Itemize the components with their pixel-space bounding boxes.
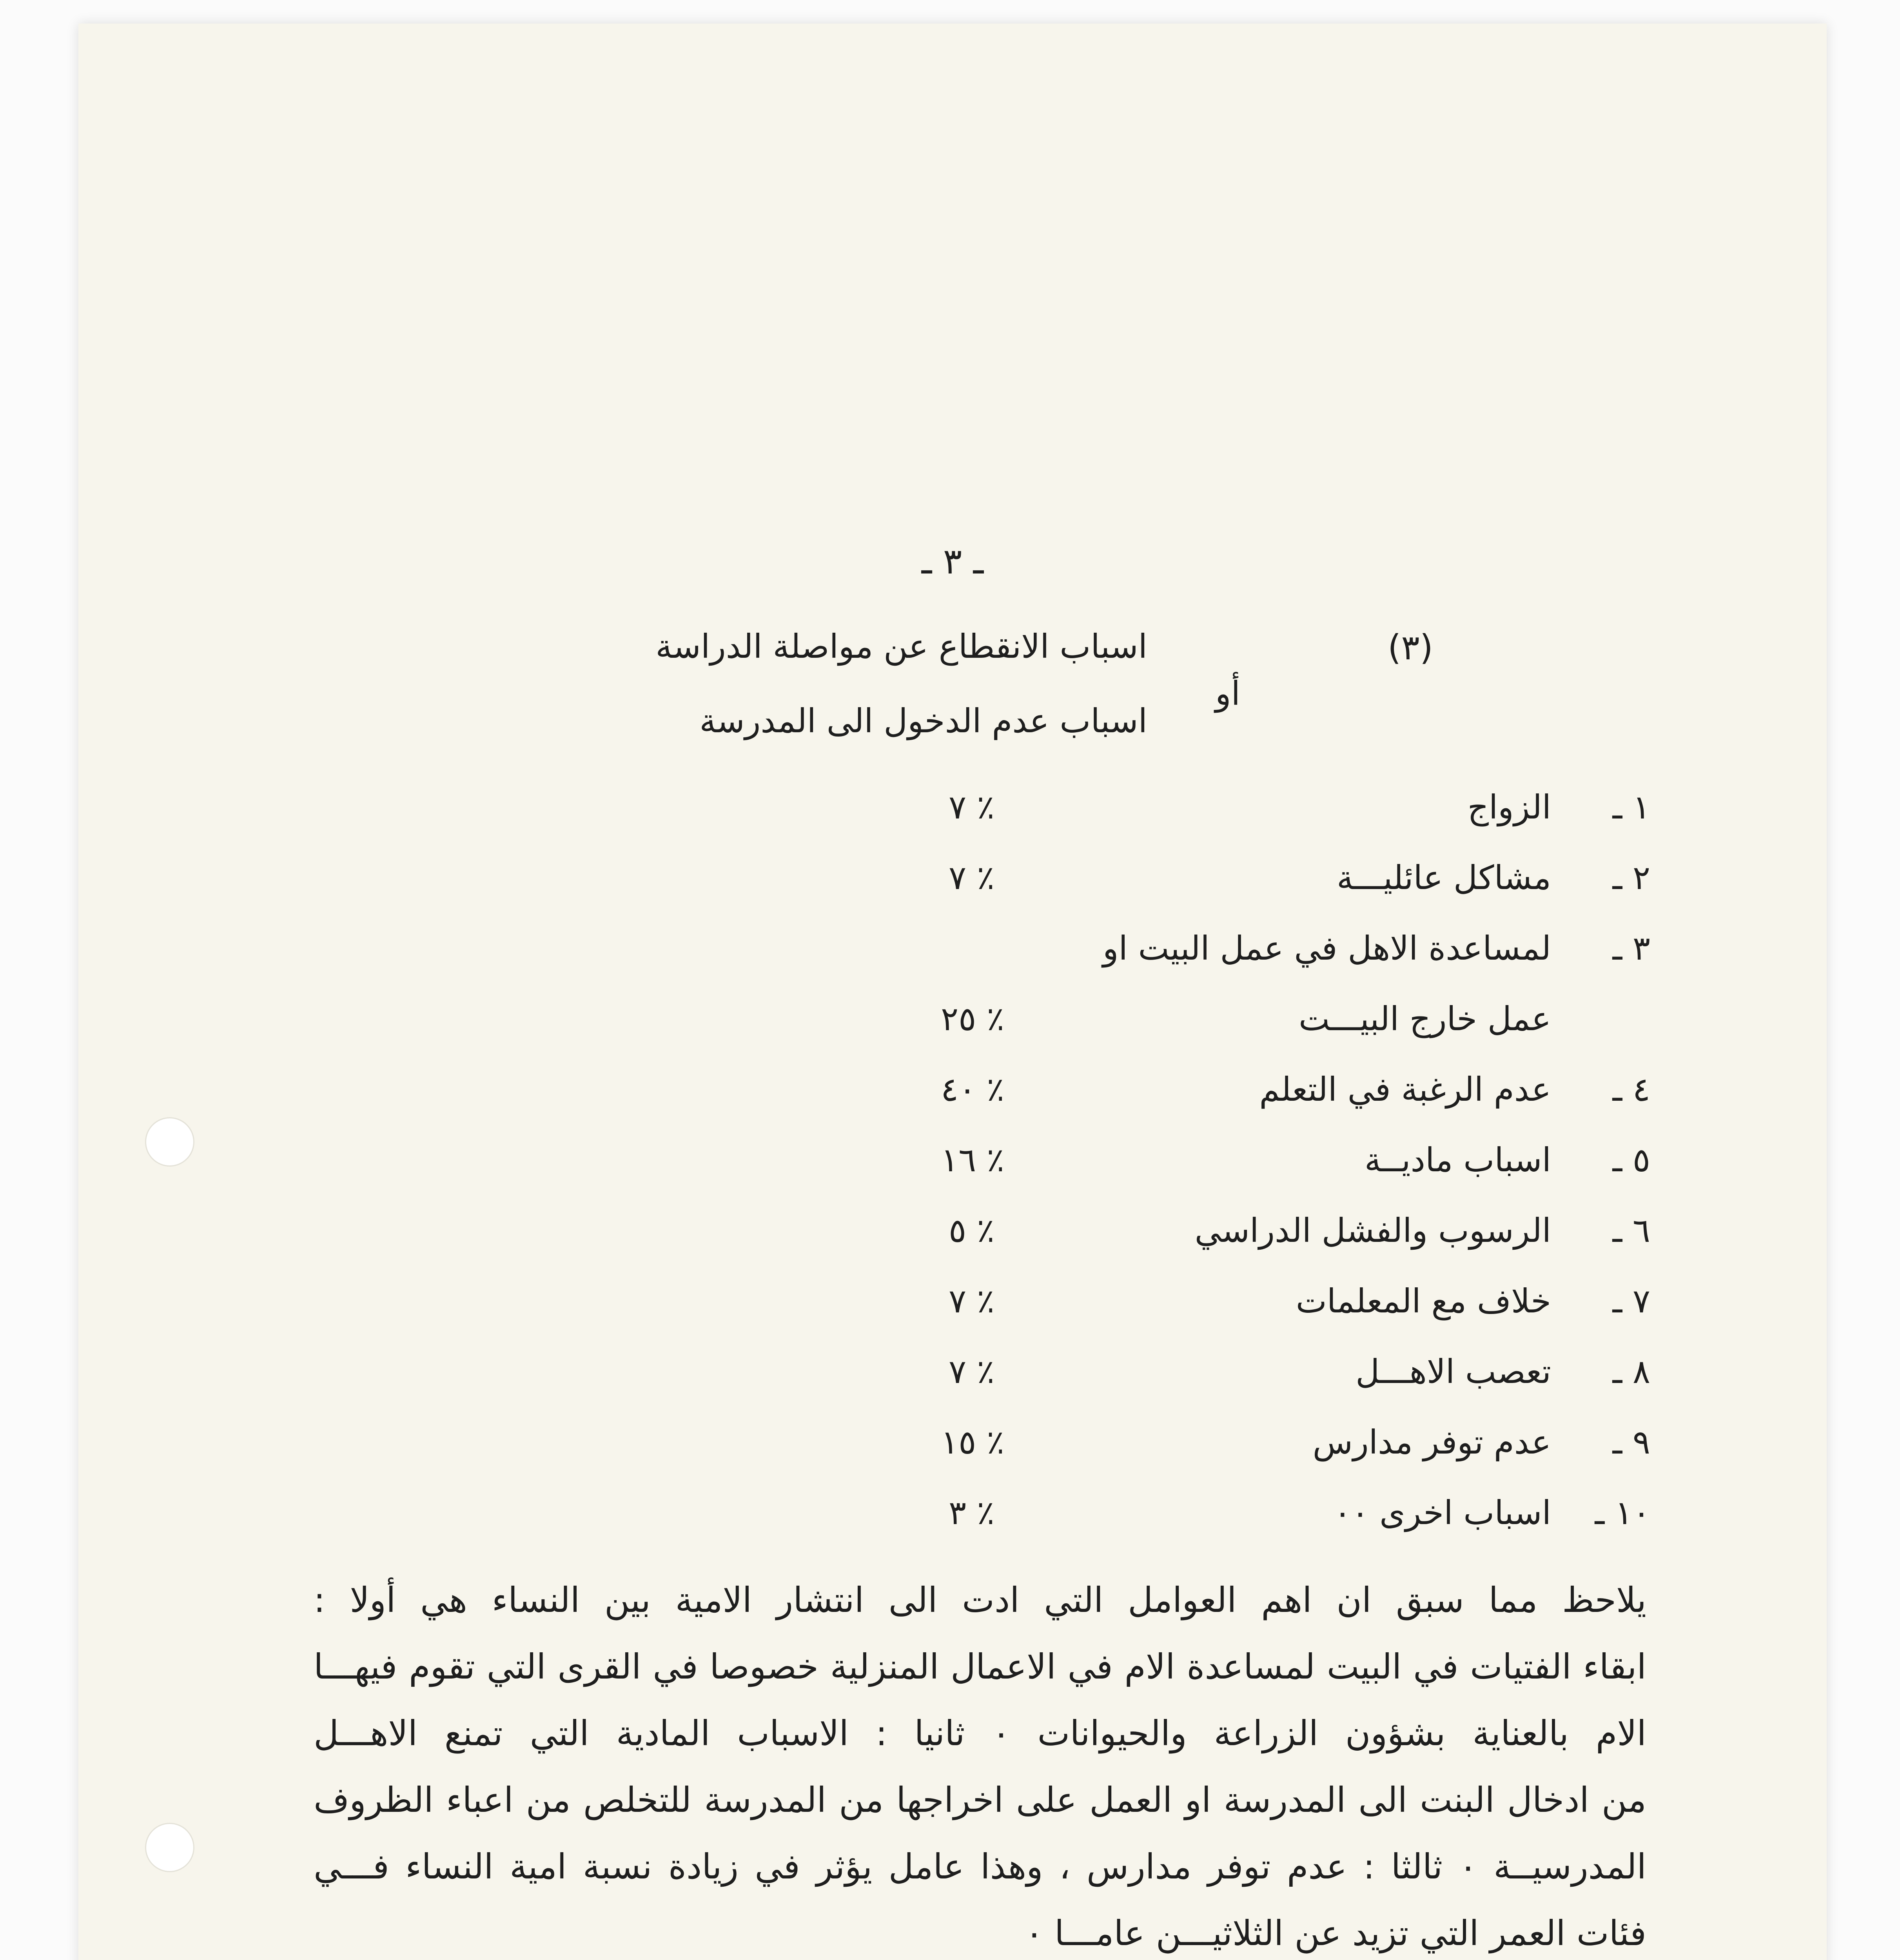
item-label: خلاف مع المعلمات — [1296, 1282, 1551, 1320]
item-number: ٣ ـ — [1612, 929, 1650, 967]
item-number: ١٠ ـ — [1595, 1494, 1650, 1532]
paragraph-line: فئات العمر التي تزيد عن الثلاثيـــن عامـــا ٠ — [1025, 1913, 1646, 1953]
item-label: اسباب اخرى ٠٠ — [1334, 1494, 1551, 1532]
paragraph-line: يلاحظ مما سبق ان اهم العوامل التي ادت الى انتشار الامية بين النساء هي أولا : — [314, 1580, 1646, 1620]
paragraph-line: المدرسيــة ٠ ثالثا : عدم توفر مدارس ، وهذا عامل يؤثر في زيادة نسبة امية النساء فـــي — [314, 1846, 1646, 1887]
paragraph-line: ابقاء الفتيات في البيت لمساعدة الام في الاعمال المنزلية خصوصا في القرى التي تقوم فيهـــا — [314, 1646, 1646, 1687]
page-number: ـ ٣ ـ — [921, 541, 984, 582]
item-label: اسباب ماديــة — [1364, 1141, 1551, 1179]
item-percent: ٧ ٪ — [949, 858, 994, 897]
item-label: لمساعدة الاهل في عمل البيت او — [1102, 929, 1551, 967]
section3-heading-line1: اسباب الانقطاع عن مواصلة الدراسة — [655, 627, 1147, 666]
item-percent: ٧ ٪ — [949, 1352, 994, 1391]
item-number: ٧ ـ — [1612, 1282, 1650, 1320]
item-percent: ٣ ٪ — [949, 1494, 994, 1532]
item-percent: ٥ ٪ — [949, 1211, 994, 1250]
section3-number: (٣) — [1388, 627, 1433, 668]
item-number: ٨ ـ — [1612, 1352, 1650, 1391]
item-label-continued: عمل خارج البيـــت — [1299, 1000, 1551, 1038]
section3-heading-line2: اسباب عدم الدخول الى المدرسة — [699, 702, 1147, 740]
item-number: ٤ ـ — [1612, 1070, 1650, 1109]
punch-hole-bottom — [145, 1823, 194, 1872]
item-percent: ٢٥ ٪ — [941, 1000, 1005, 1038]
item-number: ٢ ـ — [1612, 858, 1650, 897]
item-percent: ١٦ ٪ — [941, 1141, 1005, 1179]
item-label: الزواج — [1467, 788, 1551, 826]
item-percent: ١٥ ٪ — [941, 1423, 1005, 1461]
item-label: عدم الرغبة في التعلم — [1259, 1070, 1551, 1109]
section3-connector: أو — [1215, 674, 1240, 713]
paragraph-line: الام بالعناية بشؤون الزراعة والحيوانات ٠ ثانيا : الاسباب المادية التي تمنع الاهـــل — [314, 1713, 1647, 1753]
item-label: تعصب الاهـــل — [1356, 1352, 1551, 1391]
item-number: ٩ ـ — [1612, 1423, 1650, 1461]
item-percent: ٤٠ ٪ — [941, 1070, 1005, 1109]
item-number: ٥ ـ — [1612, 1141, 1650, 1179]
item-label: مشاكل عائليـــة — [1337, 858, 1551, 897]
punch-hole-top — [145, 1117, 194, 1167]
item-number: ١ ـ — [1612, 788, 1650, 826]
item-label: الرسوب والفشل الدراسي — [1194, 1211, 1551, 1250]
item-percent: ٧ ٪ — [949, 788, 994, 826]
paragraph-line: من ادخال البنت الى المدرسة او العمل على اخراجها من المدرسة للتخلص من اعباء الظروف — [314, 1780, 1646, 1820]
item-label: عدم توفر مدارس — [1312, 1423, 1551, 1461]
item-percent: ٧ ٪ — [949, 1282, 994, 1320]
item-number: ٦ ـ — [1612, 1211, 1650, 1250]
